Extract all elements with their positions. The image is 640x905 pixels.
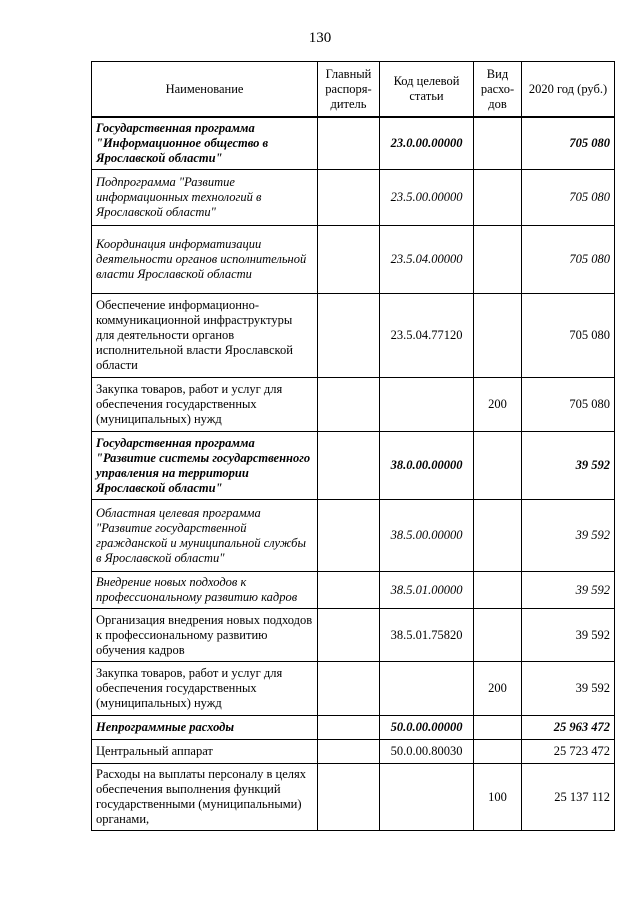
row-kvr: 100 (474, 764, 522, 831)
row-grbs (318, 572, 380, 609)
row-name: Центральный аппарат (92, 740, 318, 764)
row-grbs (318, 226, 380, 294)
table-row (92, 378, 615, 432)
page-number: 130 (308, 30, 332, 46)
row-code (380, 378, 474, 432)
row-code: 23.5.04.77120 (380, 294, 474, 378)
row-name: Координация информатизации деятельности органов исполнительной власти Ярославской области (92, 226, 318, 294)
table-row (92, 740, 615, 764)
row-name: Государственная программа "Развитие системы государственного управления на территории Ярославской области" (92, 432, 318, 500)
table-row (92, 662, 615, 716)
row-grbs (318, 609, 380, 662)
row-grbs (318, 740, 380, 764)
row-sum: 39 592 (522, 432, 615, 500)
row-code: 38.5.01.75820 (380, 609, 474, 662)
row-sum: 25 137 112 (522, 764, 615, 831)
row-sum: 39 592 (522, 572, 615, 609)
table-row (92, 170, 615, 226)
row-sum: 39 592 (522, 500, 615, 572)
row-name: Организация внедрения новых подходов к профессиональному развитию обучения кадров (92, 609, 318, 662)
row-grbs (318, 716, 380, 740)
row-kvr (474, 500, 522, 572)
row-code: 38.5.00.00000 (380, 500, 474, 572)
row-kvr (474, 226, 522, 294)
row-code: 50.0.00.80030 (380, 740, 474, 764)
row-kvr (474, 572, 522, 609)
table-row (92, 117, 615, 170)
budget-table (91, 61, 615, 831)
row-kvr (474, 170, 522, 226)
row-code: 23.5.04.00000 (380, 226, 474, 294)
row-name: Непрограммные расходы (92, 716, 318, 740)
row-kvr (474, 716, 522, 740)
row-sum: 39 592 (522, 662, 615, 716)
header-kvr: Вид расхо-дов (474, 62, 522, 118)
row-name: Закупка товаров, работ и услуг для обеспечения государственных (муниципальных) нужд (92, 662, 318, 716)
row-code: 23.0.00.00000 (380, 117, 474, 170)
row-name: Расходы на выплаты персоналу в целях обеспечения выполнения функций государственными (муниципальными) органами, (92, 764, 318, 831)
row-kvr (474, 432, 522, 500)
row-name: Государственная программа "Информационное общество в Ярославской области" (92, 117, 318, 170)
header-grbs: Главный распоря-дитель (318, 62, 380, 118)
table-row (92, 609, 615, 662)
table-row (92, 764, 615, 831)
row-grbs (318, 378, 380, 432)
row-grbs (318, 500, 380, 572)
row-name: Закупка товаров, работ и услуг для обеспечения государственных (муниципальных) нужд (92, 378, 318, 432)
row-code: 50.0.00.00000 (380, 716, 474, 740)
row-kvr: 200 (474, 662, 522, 716)
row-sum: 705 080 (522, 170, 615, 226)
row-name: Подпрограмма "Развитие информационных технологий в Ярославской области" (92, 170, 318, 226)
row-sum: 705 080 (522, 226, 615, 294)
row-grbs (318, 170, 380, 226)
row-kvr (474, 117, 522, 170)
row-name: Обеспечение информационно-коммуникационной инфраструктуры для деятельности органов исполнительной власти Ярославской области (92, 294, 318, 378)
row-sum: 705 080 (522, 378, 615, 432)
table-row (92, 572, 615, 609)
table-row (92, 500, 615, 572)
row-code: 23.5.00.00000 (380, 170, 474, 226)
row-grbs (318, 294, 380, 378)
header-code: Код целевой статьи (380, 62, 474, 118)
table-header-row (92, 62, 615, 118)
row-code: 38.0.00.00000 (380, 432, 474, 500)
header-name: Наименование (92, 62, 318, 118)
row-code: 38.5.01.00000 (380, 572, 474, 609)
row-kvr: 200 (474, 378, 522, 432)
row-grbs (318, 662, 380, 716)
row-code (380, 764, 474, 831)
row-grbs (318, 117, 380, 170)
row-sum: 25 723 472 (522, 740, 615, 764)
header-sum: 2020 год (руб.) (522, 62, 615, 118)
table-row (92, 432, 615, 500)
row-code (380, 662, 474, 716)
row-grbs (318, 764, 380, 831)
table-row (92, 226, 615, 294)
row-sum: 705 080 (522, 117, 615, 170)
row-name: Внедрение новых подходов к профессиональному развитию кадров (92, 572, 318, 609)
row-sum: 39 592 (522, 609, 615, 662)
row-grbs (318, 432, 380, 500)
row-sum: 25 963 472 (522, 716, 615, 740)
row-kvr (474, 609, 522, 662)
row-kvr (474, 740, 522, 764)
table-row (92, 716, 615, 740)
row-kvr (474, 294, 522, 378)
row-name: Областная целевая программа "Развитие государственной гражданской и муниципальной службы в Ярославской области" (92, 500, 318, 572)
table-row (92, 294, 615, 378)
row-sum: 705 080 (522, 294, 615, 378)
